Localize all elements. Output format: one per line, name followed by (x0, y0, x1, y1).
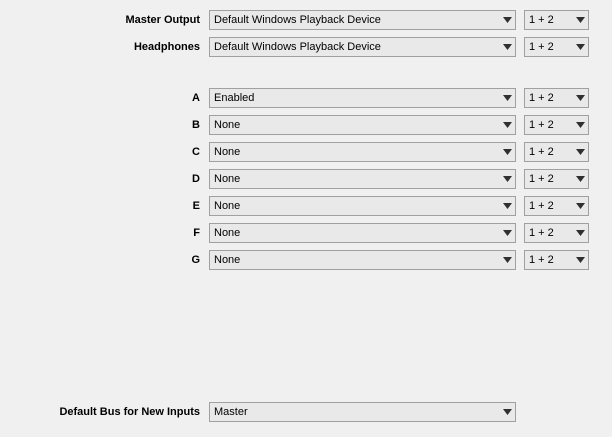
label-headphones: Headphones (133, 41, 200, 53)
label-default-bus: Default Bus for New Inputs (59, 406, 200, 418)
bus-e-channel-select[interactable] (524, 196, 589, 216)
bus-f-device-select[interactable] (209, 223, 516, 243)
row-bus-d (0, 169, 589, 189)
chevron-down-icon (572, 224, 588, 242)
bus-b-device-select[interactable] (209, 115, 516, 135)
chevron-down-icon (572, 11, 588, 29)
bus-f-channel-value: 1 + 2 (529, 227, 554, 239)
label-bus-e: E (192, 200, 200, 212)
chevron-down-icon (572, 143, 588, 161)
label-bus-c: C (192, 146, 200, 158)
bus-a-channel-value: 1 + 2 (529, 92, 554, 104)
bus-e-device-value: None (214, 200, 241, 212)
bus-b-channel-select[interactable] (524, 115, 589, 135)
master-output-device-value: Default Windows Playback Device (214, 14, 381, 26)
chevron-down-icon (499, 197, 515, 215)
bus-g-channel-select[interactable] (524, 250, 589, 270)
bus-g-channel-value: 1 + 2 (529, 254, 554, 266)
bus-f-channel-select[interactable] (524, 223, 589, 243)
headphones-device-value: Default Windows Playback Device (214, 41, 381, 53)
chevron-down-icon (572, 38, 588, 56)
bus-a-channel-select[interactable] (524, 88, 589, 108)
bus-f-device-value: None (214, 227, 241, 239)
chevron-down-icon (499, 170, 515, 188)
row-default-bus (0, 402, 516, 422)
bus-b-device-value: None (214, 119, 241, 131)
bus-c-channel-select[interactable] (524, 142, 589, 162)
bus-d-device-value: None (214, 173, 241, 185)
row-bus-e (0, 196, 589, 216)
chevron-down-icon (572, 116, 588, 134)
chevron-down-icon (499, 38, 515, 56)
label-bus-g: G (191, 254, 200, 266)
label-bus-f: F (193, 227, 200, 239)
row-bus-f (0, 223, 589, 243)
chevron-down-icon (499, 116, 515, 134)
headphones-channel-value: 1 + 2 (529, 41, 554, 53)
bus-e-device-select[interactable] (209, 196, 516, 216)
chevron-down-icon (572, 89, 588, 107)
bus-c-device-select[interactable] (209, 142, 516, 162)
chevron-down-icon (572, 170, 588, 188)
default-bus-value: Master (214, 406, 248, 418)
bus-g-device-select[interactable] (209, 250, 516, 270)
label-bus-b: B (192, 119, 200, 131)
row-bus-a (0, 88, 589, 108)
bus-d-channel-select[interactable] (524, 169, 589, 189)
bus-d-device-select[interactable] (209, 169, 516, 189)
row-master-output (0, 10, 589, 30)
row-bus-g (0, 250, 589, 270)
master-output-device-select[interactable] (209, 10, 516, 30)
master-output-channel-select[interactable] (524, 10, 589, 30)
headphones-channel-select[interactable] (524, 37, 589, 57)
chevron-down-icon (572, 197, 588, 215)
bus-g-device-value: None (214, 254, 241, 266)
chevron-down-icon (499, 143, 515, 161)
row-bus-b (0, 115, 589, 135)
chevron-down-icon (499, 11, 515, 29)
label-bus-d: D (192, 173, 200, 185)
chevron-down-icon (499, 403, 515, 421)
bus-a-device-select[interactable] (209, 88, 516, 108)
row-bus-c (0, 142, 589, 162)
chevron-down-icon (572, 251, 588, 269)
chevron-down-icon (499, 251, 515, 269)
chevron-down-icon (499, 89, 515, 107)
master-output-channel-value: 1 + 2 (529, 14, 554, 26)
bus-e-channel-value: 1 + 2 (529, 200, 554, 212)
chevron-down-icon (499, 224, 515, 242)
bus-d-channel-value: 1 + 2 (529, 173, 554, 185)
bus-c-device-value: None (214, 146, 241, 158)
label-bus-a: A (192, 92, 200, 104)
row-headphones (0, 37, 589, 57)
bus-c-channel-value: 1 + 2 (529, 146, 554, 158)
bus-b-channel-value: 1 + 2 (529, 119, 554, 131)
headphones-device-select[interactable] (209, 37, 516, 57)
label-master-output: Master Output (125, 14, 200, 26)
default-bus-select[interactable] (209, 402, 516, 422)
bus-a-device-value: Enabled (214, 92, 255, 104)
